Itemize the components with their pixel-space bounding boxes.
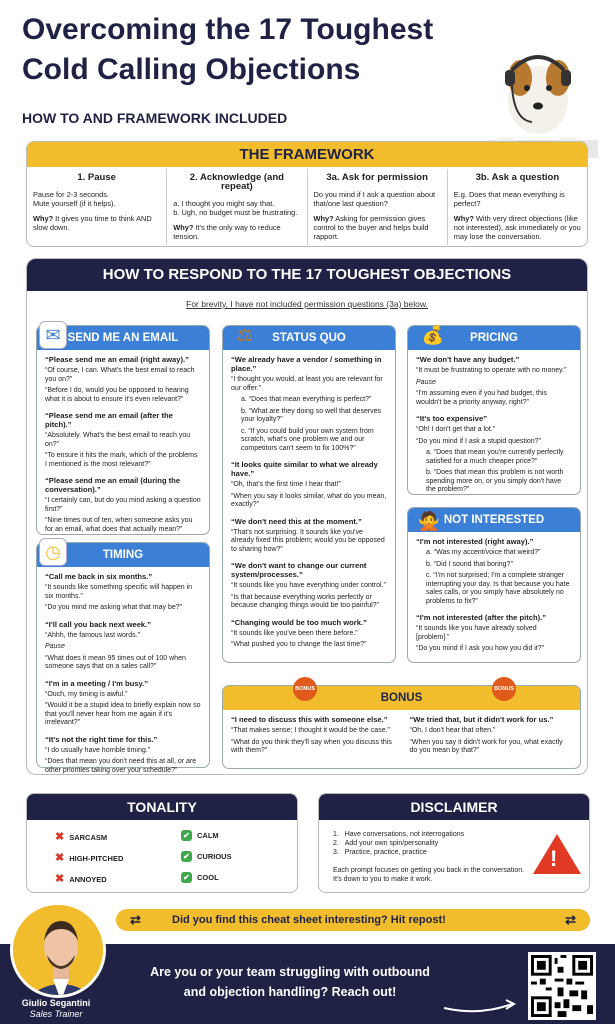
avatar xyxy=(10,902,106,998)
response-line: “Nine times out of ten, when someone asks you for an email, what does that actually mean?” xyxy=(45,517,193,533)
response-line: “When you say it looks similar, what do you mean, exactly?” xyxy=(231,492,387,508)
qr-code[interactable] xyxy=(528,952,596,1020)
response-line: c. “If you could build your own system from scratch, what's one problem we and our competitors can't seem to fix 100%?” xyxy=(241,427,374,452)
response-line: b. “Did I sound that boring?” xyxy=(426,560,513,568)
framework-step-heading: 3a. Ask for permission xyxy=(326,172,428,183)
framework-step xyxy=(307,169,447,245)
tonality-bad-item: ✖ HIGH-PITCHED xyxy=(55,852,124,864)
subtitle: HOW TO AND FRAMEWORK INCLUDED xyxy=(22,110,288,126)
objection-quote: “We tried that, but it didn't work for us.” xyxy=(409,715,554,724)
response-line: “It sounds like you have already solved [problem].” xyxy=(416,625,537,641)
repost-banner[interactable] xyxy=(116,909,590,931)
objection-quote: “We don't want to change our current system/processes.” xyxy=(231,561,367,579)
response-line: “Do you mind me asking what that may be?” xyxy=(45,604,182,611)
bonus-left xyxy=(223,710,402,761)
response-line: “Oh! I don't get that a lot.” xyxy=(416,426,496,433)
scales-icon: ⚖ xyxy=(236,324,254,345)
tonality-bad-item: ✖ SARCASM xyxy=(55,831,108,843)
response-line: “Of course, I can. What's the best email to reach you on?” xyxy=(45,367,195,383)
tonality-good-item: ✔ CURIOUS xyxy=(181,851,281,864)
response-line: “To ensure it hits the mark, which of the problems I mentioned is the most relevant?” xyxy=(45,452,198,468)
objection-quote: “I'm not interested (after the pitch).” xyxy=(416,613,547,622)
card-send-email xyxy=(36,325,210,535)
card-timing-title: TIMING xyxy=(37,543,209,567)
repost-icon-left: ⇄ xyxy=(130,912,141,927)
framework-step xyxy=(27,169,166,245)
person-shrug-icon: 🙅 xyxy=(417,510,441,531)
disclaimer-item: 2. Add your own spin/personality xyxy=(333,840,439,847)
response-line: “It sounds like you have everything under control.” xyxy=(231,582,386,589)
response-line: “That makes sense; I thought it would be the case.” xyxy=(231,727,390,734)
response-line: b. “What are they doing so well that deserves your loyalty?” xyxy=(241,407,382,423)
repost-text: Did you find this cheat sheet interesting? Hit repost! xyxy=(172,914,446,926)
response-line: “Do you mind if I ask you how you did it?” xyxy=(416,645,545,652)
disclaimer-note: Each prompt focuses on getting you back in the conversation. It's down to you to make it work. xyxy=(333,867,525,883)
objection-quote: “Please send me an email (after the pitch).” xyxy=(45,411,173,429)
card-not-interested-title: NOT INTERESTED xyxy=(408,508,580,532)
card-send-email-title: SEND ME AN EMAIL xyxy=(37,326,209,350)
title-line-2: Cold Calling Objections xyxy=(22,53,361,86)
card-timing xyxy=(36,542,210,774)
bonus-right xyxy=(402,710,581,761)
framework-step-heading: 3b. Ask a question xyxy=(475,172,560,183)
disclaimer-list xyxy=(333,830,533,857)
card-status-quo xyxy=(222,325,396,663)
response-line: a. “Does that mean everything is perfect?” xyxy=(241,396,372,403)
response-line: b. “Does that mean this problem is not worth spending more on, or you simply don't have the problem?” xyxy=(426,469,564,493)
x-mark-icon: ✖ xyxy=(55,831,65,843)
framework-panel xyxy=(26,141,588,247)
objection-quote: “We don't have any budget.” xyxy=(416,355,520,364)
tonality-bad-item: ✖ ANNOYED xyxy=(55,873,107,885)
page-title xyxy=(22,10,502,90)
repost-icon-right: ⇄ xyxy=(565,912,576,927)
objection-quote: “I'll call you back next week.” xyxy=(45,619,152,629)
response-line: “I'm assuming even if you had budget, this wouldn't be a priority anyway, right?” xyxy=(416,390,547,406)
tonality-panel xyxy=(26,793,298,893)
response-line: “When you say it didn't work for you, what exactly do you mean by that?” xyxy=(409,738,563,754)
response-line: “I do usually have horrible timing.” xyxy=(45,746,151,754)
disclaimer-item: 1. Have conversations, not interrogations xyxy=(333,831,465,838)
response-line: “Do you mind if I ask a stupid question?” xyxy=(416,437,541,445)
response-line: “Oh, I don't hear that often.” xyxy=(409,727,496,734)
response-line: “Ahhh, the famous last words.” xyxy=(45,631,140,639)
card-bonus-title: BONUS xyxy=(223,686,580,710)
brevity-note: For brevity, I have not included permission questions (3a) below. xyxy=(186,299,428,309)
footer-cta[interactable]: Are you or your team struggling with outbound and objection handling? Reach out! xyxy=(150,965,430,999)
response-line: “It must be frustrating to operate with no money.” xyxy=(416,367,567,374)
response-line: “What does it mean 95 times out of 100 when someone says that on a sales call?” xyxy=(45,654,186,670)
qr-code-image xyxy=(531,955,593,1017)
response-line: “It sounds like you've been there before.” xyxy=(231,629,358,637)
card-status-quo-body xyxy=(223,350,395,655)
framework-step-text: a. I thought you might say that. b. Ugh, no budget must be frustrating. xyxy=(173,199,298,217)
response-line: “Absolutely. What's the best email to reach you on?” xyxy=(45,432,191,448)
objection-quote: “Please send me an email (during the conversation).” xyxy=(45,476,181,494)
bonus-badge-right-icon: BONUS xyxy=(492,677,516,701)
framework-step xyxy=(447,169,587,245)
check-icon: ✔ xyxy=(181,851,192,862)
tonality-good-item: ✔ CALM xyxy=(181,830,281,843)
card-not-interested-body xyxy=(408,532,580,659)
author-name: Giulio Segantini Sales Trainer xyxy=(21,998,91,1019)
response-line: Pause xyxy=(45,643,65,650)
responses-title: HOW TO RESPOND TO THE 17 TOUGHEST OBJECTIONS xyxy=(27,259,587,291)
tonality-good-item: ✔ COOL xyxy=(181,872,281,885)
response-line: a. “Was my accent/voice that weird?” xyxy=(426,549,541,556)
objection-quote: “I'm not interested (right away).” xyxy=(416,537,534,546)
framework-step-why: Why? With very direct objections (like not interested), ask immediately or you may lose the conversation. xyxy=(453,214,581,241)
disclaimer-title: DISCLAIMER xyxy=(319,794,589,820)
objection-quote: “It's too expensive” xyxy=(416,414,488,423)
response-line: “Ouch, my timing is awful.” xyxy=(45,690,128,698)
objection-quote: “I'm in a meeting / I'm busy.” xyxy=(45,678,149,688)
responses-panel xyxy=(26,258,588,775)
clock-icon: ◷ xyxy=(39,538,67,566)
framework-title: THE FRAMEWORK xyxy=(27,142,587,167)
response-line: “Oh, that's the first time I hear that!” xyxy=(231,481,341,488)
title-line-1: Overcoming the 17 Toughest xyxy=(22,13,434,46)
objection-quote: “Changing would be too much work.” xyxy=(231,617,367,627)
money-bag-icon: 💰 xyxy=(421,324,445,345)
response-line: “What do you think they'll say when you discuss this with them?” xyxy=(231,738,392,754)
response-line: “What pushed you to change the last time?” xyxy=(231,641,367,648)
framework-step-why: Why? It's the only way to reduce tension. xyxy=(173,223,281,241)
disclaimer-item: 3. Practice, practice, practice xyxy=(333,849,427,856)
objection-quote: “Please send me an email (right away).” xyxy=(45,355,189,364)
check-icon: ✔ xyxy=(181,830,192,841)
bonus-columns xyxy=(223,710,580,761)
card-pricing-body xyxy=(408,350,580,500)
objection-quote: “We already have a vendor / something in place.” xyxy=(231,355,382,373)
card-timing-body xyxy=(37,567,209,780)
response-line: “Would it be a stupid idea to briefly explain now so that you'll never hear from me again if it's irrelevant?” xyxy=(45,702,201,726)
response-line: “Before I do, would you be opposed to hearing what it is about to ensure it's even relevant?” xyxy=(45,387,189,403)
objection-quote: “I need to discuss this with someone else.” xyxy=(231,715,388,724)
response-line: “I certainly can, but do you mind asking a question first?” xyxy=(45,497,201,513)
framework-step-why: Why? It gives you time to think AND slow down. xyxy=(33,214,152,232)
objection-quote: “It looks quite similar to what we already have.” xyxy=(231,460,378,478)
framework-step-text: Do you mind if I ask a question about that/one last question? xyxy=(313,190,436,208)
disclaimer-panel xyxy=(318,793,590,893)
response-line: “That's not surprising. It sounds like you've already fixed this problem; would you be opposed to sharing how?” xyxy=(231,528,385,553)
check-icon: ✔ xyxy=(181,872,192,883)
response-line: c. “I'm not surprised; I'm a complete stranger interrupting your day. Is that because you hate sales calls, or you simply have absolutely no problems to fix?” xyxy=(426,572,570,605)
framework-step-heading: 2. Acknowledge (and repeat) xyxy=(189,172,284,192)
framework-columns xyxy=(27,169,587,245)
response-line: “Does that mean you don't need this at all, or are other priorities taking over your schedule?” xyxy=(45,758,197,774)
card-send-email-body xyxy=(37,350,209,539)
response-line: “It sounds like something specific will happen in six months.” xyxy=(45,584,193,600)
email-icon: ✉ xyxy=(39,321,67,349)
objection-quote: “We don't need this at the moment.” xyxy=(231,516,362,526)
objection-quote: “Call me back in six months.” xyxy=(45,572,153,581)
response-line: “Is that because everything works perfectly or because changing things would be too painful?” xyxy=(231,593,379,609)
framework-step-text: Pause for 2-3 seconds. Mute yourself (if it helps). xyxy=(33,190,116,208)
response-line: “I thought you would, at least you are relevant for our offer.” xyxy=(231,376,383,392)
warning-exclamation: ! xyxy=(550,846,558,871)
arrow-icon xyxy=(440,994,520,1014)
bonus-badge-left-icon: BONUS xyxy=(293,677,317,701)
card-pricing-title: PRICING xyxy=(408,326,580,350)
x-mark-icon: ✖ xyxy=(55,852,65,864)
x-mark-icon: ✖ xyxy=(55,873,65,885)
response-line: a. “Does that mean you're currently perfectly satisfied for a much cheaper price?” xyxy=(426,449,564,465)
framework-step-text: E.g. Does that mean everything is perfect? xyxy=(453,190,565,208)
framework-step-why: Why? Asking for permission gives control to the buyer and helps build rapport. xyxy=(313,214,429,241)
card-pricing xyxy=(407,325,581,495)
tonality-title: TONALITY xyxy=(27,794,297,820)
response-line: Pause xyxy=(416,378,436,386)
framework-step xyxy=(166,169,306,245)
tonality-grid xyxy=(55,830,281,885)
objection-quote: “It's not the right time for this.” xyxy=(45,734,158,744)
card-status-quo-title: STATUS QUO xyxy=(223,326,395,350)
framework-step-heading: 1. Pause xyxy=(77,172,116,183)
card-bonus xyxy=(222,685,581,769)
